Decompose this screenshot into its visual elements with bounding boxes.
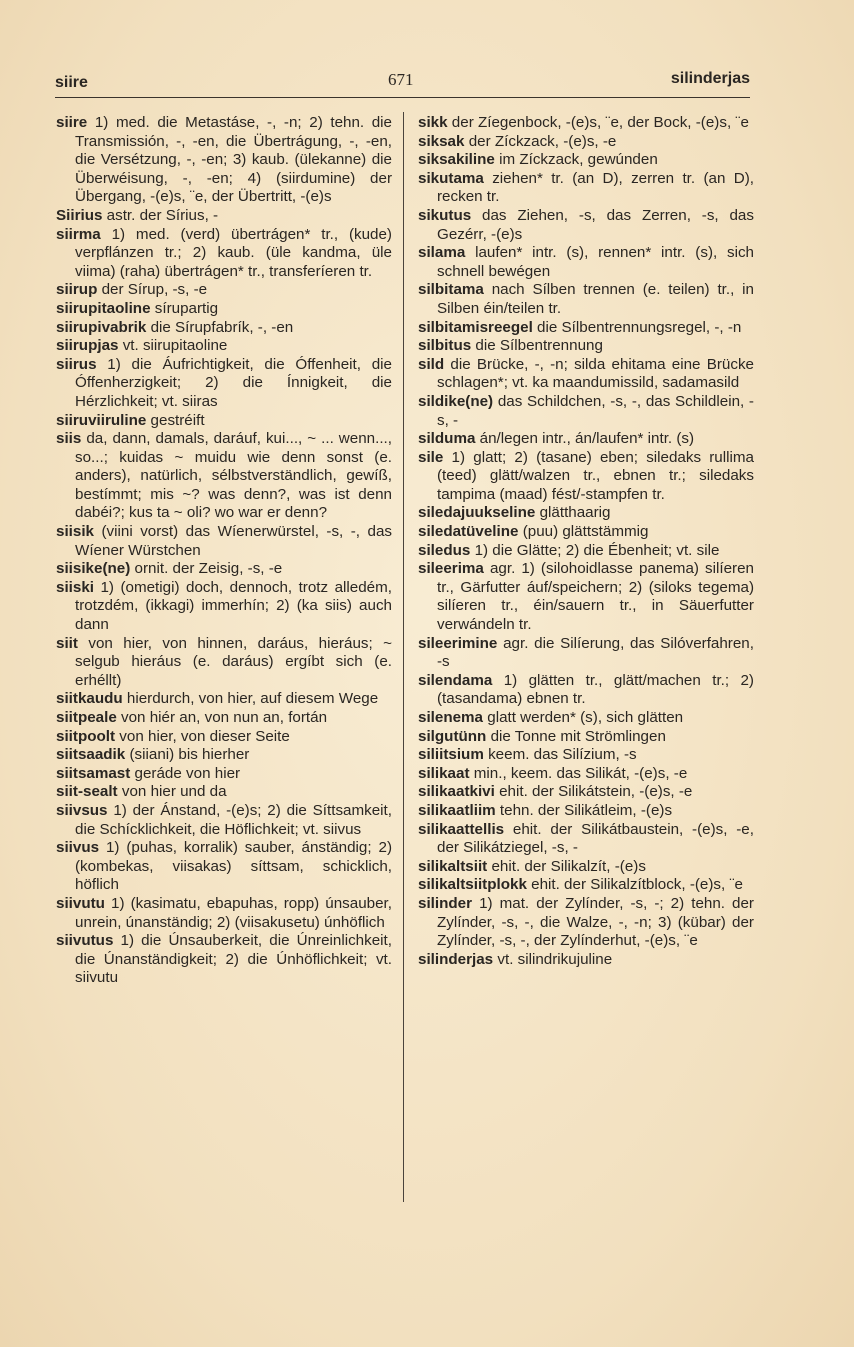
- entry-definition: das Ziehen, -s, das Zerren, -s, das Gezérr, -(e)s: [437, 206, 754, 243]
- entry-headword: silinder: [418, 894, 473, 912]
- dictionary-entry: [56, 412, 392, 431]
- entry-headword: sikk: [418, 114, 448, 131]
- dictionary-entry: [56, 728, 392, 747]
- entry-definition: vt. silindrikujuline: [497, 950, 613, 968]
- entry-definition: laufen* intr. (s), rennen* intr. (s), sich schnell bewégen: [437, 244, 754, 280]
- entry-headword: siiruviiruline: [56, 411, 147, 429]
- header-rule: [55, 97, 750, 98]
- entry-headword: silikaltsiit: [418, 857, 488, 875]
- entry-definition: ziehen* tr. (an D), zerren tr. (an D), recken tr.: [437, 169, 754, 206]
- entry-definition: án/legen intr., án/laufen* intr. (s): [479, 430, 695, 448]
- entry-definition: der Zíckzack, -(e)s, -e: [468, 132, 617, 150]
- last-guide-word: silinderjas: [670, 70, 750, 87]
- entry-definition: von hier, von dieser Seite: [119, 727, 290, 745]
- entry-headword: siisike(ne): [56, 560, 131, 578]
- entry-headword: silduma: [418, 430, 476, 448]
- dictionary-entry: [418, 728, 754, 747]
- dictionary-entry: [418, 356, 754, 393]
- entry-headword: Siirius: [56, 206, 103, 224]
- entry-definition: hierdurch, von hier, auf diesem Wege: [126, 690, 379, 708]
- entry-headword: sikutama: [418, 169, 484, 187]
- entry-definition: 1) die Glätte; 2) die Ébenheit; vt. sile: [474, 541, 720, 559]
- dictionary-entry: [56, 430, 392, 523]
- entry-headword: silama: [418, 244, 466, 262]
- entry-headword: sileerimine: [418, 634, 498, 652]
- entry-definition: 1) glatt; 2) (tasane) eben; siledaks rullima (teed) glätt/walzen tr., ebnen tr.; siledaks tampima (maad) fést/-stampfen tr.: [437, 448, 754, 503]
- dictionary-entry: [418, 765, 754, 784]
- dictionary-entry: [56, 895, 392, 932]
- entry-headword: siirupivabrik: [56, 318, 147, 336]
- entry-definition: 1) med. (verd) übertrágen* tr., (kude) verpflánzen tr.; 2) kaub. (üle kandma, üle viima) (raha) übertrágen* tr., transferíeren tr.: [75, 225, 392, 280]
- entry-headword: siirup: [56, 281, 98, 299]
- entry-headword: sileerima: [418, 560, 484, 578]
- dictionary-entry: [56, 114, 392, 207]
- entry-headword: silikaatkivi: [418, 783, 495, 801]
- dictionary-entry: [56, 523, 392, 560]
- dictionary-entry: [56, 226, 392, 282]
- dictionary-entry: [418, 746, 754, 765]
- dictionary-entry: [418, 523, 754, 542]
- dictionary-entry: [418, 393, 754, 430]
- entry-headword: siivutu: [56, 894, 105, 912]
- entry-definition: 1) (kasimatu, ebapuhas, ropp) únsauber, unrein, únanständig; 2) (viisakusetu) únhöflich: [75, 894, 392, 931]
- entry-headword: sildike(ne): [418, 392, 494, 410]
- dictionary-entry: [418, 821, 754, 858]
- entry-definition: gestréift: [150, 411, 205, 429]
- entry-definition: ehit. der Silikátbaustein, -(e)s, -e, der Silikátziegel, -s, -: [437, 820, 754, 857]
- dictionary-entry: [418, 170, 754, 207]
- entry-definition: die Tonne mit Strömlingen: [490, 727, 666, 745]
- entry-headword: siitsaadik: [56, 746, 126, 764]
- entry-headword: siitpoolt: [56, 727, 116, 745]
- entry-headword: siksak: [418, 132, 465, 150]
- entry-definition: 1) med. die Metastáse, -, -n; 2) tehn. die Transmissión, -, -en, die Übertrágung, -, -en, die Versétzung, -, -en; 3) kaub. (ülekanne) die Überwéisung, -, -en; 4) (siirdumine) der Übergang, -(e)s, ¨e, der Übertritt, -(e)s: [75, 114, 392, 206]
- entry-definition: (siiani) bis hierher: [129, 746, 250, 764]
- entry-headword: siledatüveline: [418, 523, 519, 541]
- dictionary-entry: [56, 839, 392, 895]
- entry-headword: siitsamast: [56, 764, 131, 782]
- left-column: [56, 114, 392, 988]
- entry-definition: min., keem. das Silikát, -(e)s, -e: [473, 764, 688, 782]
- page-header: [55, 70, 750, 96]
- dictionary-entry: [418, 542, 754, 561]
- dictionary-entry: [56, 802, 392, 839]
- dictionary-entry: [56, 560, 392, 579]
- dictionary-entry: [418, 504, 754, 523]
- entry-headword: sile: [418, 448, 444, 466]
- entry-headword: siirus: [56, 355, 97, 373]
- dictionary-entry: [56, 746, 392, 765]
- right-column: [418, 114, 754, 969]
- column-divider: [403, 112, 404, 1202]
- entry-definition: (viini vorst) das Wíenerwürstel, -s, -, das Wíener Würstchen: [75, 523, 392, 559]
- entry-definition: ehit. der Silikátstein, -(e)s, -e: [499, 783, 693, 801]
- entry-definition: (puu) glättstämmig: [522, 523, 649, 541]
- dictionary-entry: [418, 319, 754, 338]
- entry-headword: siitkaudu: [56, 690, 123, 708]
- entry-definition: tehn. der Silikátleim, -(e)s: [499, 801, 673, 819]
- entry-definition: ornit. der Zeisig, -s, -e: [134, 560, 283, 578]
- dictionary-entry: [56, 579, 392, 635]
- entry-definition: das Schildchen, -s, -, das Schildlein, -s, -: [437, 392, 754, 429]
- entry-definition: der Sírup, -s, -e: [101, 281, 208, 299]
- entry-headword: silikaatliim: [418, 801, 496, 819]
- entry-headword: siire: [56, 114, 88, 131]
- dictionary-entry: [418, 951, 754, 970]
- entry-definition: geráde von hier: [134, 764, 241, 782]
- dictionary-entry: [56, 207, 392, 226]
- entry-definition: astr. der Sírius, -: [106, 206, 219, 224]
- entry-definition: die Sírupfabrík, -, -en: [150, 318, 294, 336]
- entry-headword: silbitamisreegel: [418, 318, 533, 336]
- entry-headword: silinderjas: [418, 950, 494, 968]
- entry-headword: silbitus: [418, 337, 472, 355]
- entry-headword: siliitsium: [418, 746, 484, 764]
- entry-headword: siirupjas: [56, 337, 119, 355]
- entry-definition: da, dann, damals, daráuf, kui..., ~ ... wenn..., so...; kuidas ~ muidu wie denn sonst (e. anders), natürlich, sélbstverständlich, gewíß, bestímmt; mis ~? was denn?, was ist denn dabéi?; kus ta ~ oli? wo war er denn?: [75, 430, 392, 522]
- entry-definition: agr. die Silíerung, das Silóverfahren, -s: [437, 634, 754, 671]
- entry-definition: glätthaarig: [539, 504, 611, 522]
- entry-headword: siivsus: [56, 801, 108, 819]
- entry-definition: die Brücke, -, -n; silda ehitama eine Brücke schlagen*; vt. ka maandumissild, sadamasild: [437, 355, 754, 392]
- dictionary-entry: [56, 356, 392, 412]
- entry-headword: siisik: [56, 523, 94, 541]
- dictionary-entry: [418, 802, 754, 821]
- dictionary-entry: [418, 337, 754, 356]
- dictionary-entry: [418, 709, 754, 728]
- entry-definition: 1) der Ánstand, -(e)s; 2) die Síttsamkeit, die Schícklichkeit, die Höflichkeit; vt. siivus: [75, 801, 392, 838]
- dictionary-entry: [418, 449, 754, 505]
- dictionary-entry: [56, 932, 392, 988]
- entry-definition: nach Sílben trennen (e. teilen) tr., in Silben éin/teilen tr.: [437, 281, 754, 317]
- entry-headword: siitpeale: [56, 709, 117, 726]
- dictionary-entry: [56, 783, 392, 802]
- entry-headword: silenema: [418, 709, 484, 726]
- entry-definition: von hier, von hinnen, daráus, hieráus; ~ selgub hieráus (e. daráus) ergíbt sich (e. erhéllt): [75, 634, 392, 689]
- entry-headword: siivutus: [56, 932, 114, 950]
- entry-definition: im Zíckzack, gewúnden: [499, 151, 658, 169]
- first-guide-word: siire: [55, 74, 88, 91]
- entry-definition: 1) die Áufrichtigkeit, die Óffenheit, die Óffenherzigkeit; 2) die Ínnigkeit, die Hérzlichkeit; vt. siiras: [75, 355, 392, 410]
- entry-definition: die Sílbentrennungsregel, -, -n: [537, 318, 742, 336]
- dictionary-entry: [418, 151, 754, 170]
- dictionary-entry: [56, 765, 392, 784]
- entry-definition: der Zíegenbock, -(e)s, ¨e, der Bock, -(e)s, ¨e: [451, 114, 749, 131]
- dictionary-entry: [418, 133, 754, 152]
- entry-headword: siit: [56, 634, 78, 652]
- entry-headword: siiski: [56, 578, 94, 596]
- entry-definition: keem. das Silízium, -s: [488, 746, 637, 764]
- entry-definition: die Sílbentrennung: [475, 337, 603, 355]
- dictionary-entry: [418, 858, 754, 877]
- dictionary-entry: [56, 319, 392, 338]
- dictionary-entry: [418, 430, 754, 449]
- entry-definition: 1) die Únsauberkeit, die Únreinlichkeit, die Únanständigkeit; 2) die Únhöflichkeit; vt. siivutu: [75, 932, 392, 987]
- entry-headword: silikaattellis: [418, 820, 505, 838]
- entry-headword: sild: [418, 355, 445, 373]
- entry-definition: 1) (ometigi) doch, dennoch, trotz alledém, trotzdém, (ikkagi) immerhín; 2) (ka siis) auch dann: [75, 578, 392, 634]
- entry-headword: silikaltsiitplokk: [418, 876, 527, 894]
- dictionary-entry: [56, 281, 392, 300]
- dictionary-entry: [56, 635, 392, 691]
- entry-definition: vt. siirupitaoline: [122, 337, 228, 355]
- dictionary-entry: [418, 783, 754, 802]
- entry-headword: siivus: [56, 839, 100, 857]
- entry-definition: ehit. der Silikalzítblock, -(e)s, ¨e: [531, 876, 743, 894]
- dictionary-entry: [418, 281, 754, 318]
- entry-headword: siksakiline: [418, 151, 495, 169]
- dictionary-entry: [418, 244, 754, 281]
- entry-definition: von hier und da: [121, 783, 227, 801]
- entry-headword: siirma: [56, 225, 101, 243]
- entry-headword: silikaat: [418, 764, 470, 782]
- entry-definition: glatt werden* (s), sich glätten: [487, 709, 684, 726]
- dictionary-entry: [56, 690, 392, 709]
- entry-headword: siirupitaoline: [56, 299, 151, 317]
- entry-headword: silbitama: [418, 281, 484, 299]
- page-number: 671: [388, 70, 414, 89]
- entry-headword: siis: [56, 430, 82, 448]
- entry-definition: agr. 1) (silohoidlasse panema) silíeren tr., Gärfutter áuf/speichern; 2) (siloks tegema) silíeren tr., éin/sauern tr., in Säuerfutter verwándeln tr.: [437, 560, 754, 634]
- entry-headword: sikutus: [418, 206, 472, 224]
- dictionary-entry: [418, 876, 754, 895]
- entry-definition: 1) (puhas, korralik) sauber, ánständig; 2) (kombekas, viisakas) síttsam, schicklich, höflich: [75, 839, 392, 894]
- entry-definition: 1) mat. der Zylínder, -s, -; 2) tehn. der Zylínder, -s, -, die Walze, -, -n; 3) (kübar) der Zylínder, -s, -, der Zylínderhut, -(e)s, ¨e: [437, 894, 754, 950]
- entry-definition: 1) glätten tr., glätt/machen tr.; 2) (tasandama) ebnen tr.: [437, 671, 754, 708]
- dictionary-entry: [418, 114, 754, 133]
- entry-definition: sírupartig: [154, 299, 219, 317]
- entry-headword: silgutünn: [418, 727, 487, 745]
- dictionary-entry: [418, 672, 754, 709]
- entry-headword: siledajuukseline: [418, 504, 536, 522]
- entry-headword: siledus: [418, 541, 471, 559]
- dictionary-entry: [56, 300, 392, 319]
- dictionary-entry: [56, 709, 392, 728]
- entry-definition: ehit. der Silikalzít, -(e)s: [491, 857, 646, 875]
- dictionary-entry: [418, 560, 754, 634]
- entry-headword: siit-sealt: [56, 783, 118, 801]
- entry-definition: von hiér an, von nun an, fortán: [121, 709, 328, 726]
- dictionary-entry: [418, 207, 754, 244]
- entry-headword: silendama: [418, 671, 493, 689]
- dictionary-entry: [418, 895, 754, 951]
- dictionary-entry: [418, 635, 754, 672]
- dictionary-entry: [56, 337, 392, 356]
